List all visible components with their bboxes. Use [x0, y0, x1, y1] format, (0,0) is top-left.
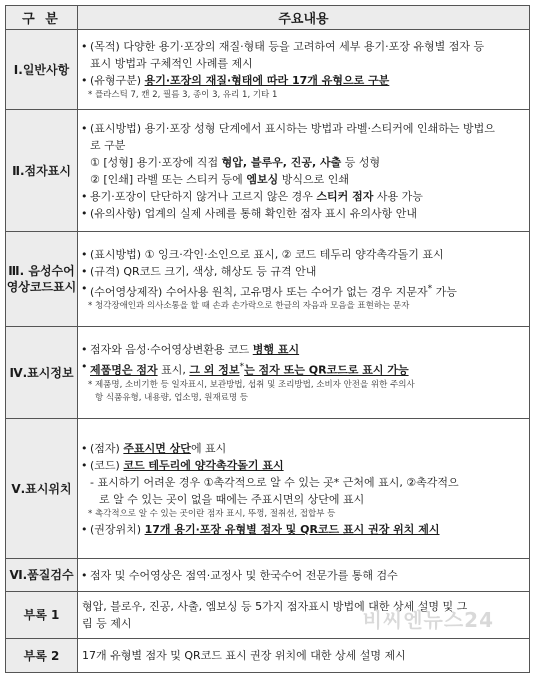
summary-table	[5, 5, 530, 673]
row-content	[78, 327, 530, 419]
summary-table-container	[5, 5, 529, 673]
footnote: * 제품명, 소비기한 등 일자표시, 보관방법, 섭취 및 조리방법, 소비자 안전을 위한 주의사	[88, 379, 415, 390]
appendix-text-continuation: 림 등 제시	[82, 617, 132, 630]
sub-item: ① [성형] 용기·포장에 직접 형압, 블루우, 진공, 사출 등 성형	[90, 156, 381, 169]
table-row	[6, 639, 530, 673]
row-content	[78, 232, 530, 327]
appendix-text: 형압, 블로우, 진공, 사출, 엠보싱 등 5가지 점자표시 방법에 대한 상세 설명 및 그	[82, 600, 468, 613]
sub-item-continuation: 로 알 수 있는 곳이 없을 때에는 주표시면의 상단에 표시	[99, 493, 365, 506]
bullet-item: • 용기·포장이 단단하지 않거나 고르지 않은 경우 스티커 점자 사용 가능	[81, 188, 526, 205]
row-content	[78, 559, 530, 592]
bullet-item: • (코드) 코드 테두리에 양각촉각돌기 표시	[81, 457, 526, 474]
row-content	[78, 110, 530, 232]
bullet-item: • 제품명은 점자 표시, 그 외 정보*는 점자 또는 QR코드로 표시 가능	[81, 358, 526, 379]
bullet-item: • (유형구분) 용기·포장의 재질·형태에 따라 17개 유형으로 구분	[81, 72, 526, 89]
footnote: * 촉각적으로 알 수 있는 곳이란 점자 표시, 뚜껑, 절취선, 접합부 등	[88, 509, 336, 519]
bullet-continuation: 로 구분	[90, 139, 126, 152]
table-row	[6, 559, 530, 592]
row-content	[78, 592, 530, 639]
sub-item: ② [인쇄] 라벨 또는 스티커 등에 엠보싱 방식으로 인쇄	[90, 173, 349, 186]
table-row	[6, 592, 530, 639]
bullet-item: • 점자 및 수어영상은 점역·교정사 및 한국수어 전문가를 통해 검수	[81, 567, 526, 584]
table-row	[6, 30, 530, 110]
appendix-text: 17개 유형별 점자 및 QR코드 표시 권장 위치에 대한 상세 설명 제시	[82, 649, 406, 662]
table-row	[6, 110, 530, 232]
row-category: 부록 1	[6, 592, 78, 639]
table-row	[6, 419, 530, 559]
row-category: Ⅴ.표시위치	[6, 419, 78, 559]
bullet-item: • (표시방법) ① 잉크·각인·소인으로 표시, ② 코드 테두리 양각촉각돌기 표시	[81, 246, 526, 263]
sub-item: - 표시하기 어려운 경우 ①촉각적으로 알 수 있는 곳* 근처에 표시, ②촉각적으	[90, 476, 459, 489]
table-header-row	[6, 6, 530, 30]
row-content	[78, 30, 530, 110]
watermark: 비씨엔뉴스24	[362, 608, 494, 632]
header-content: 주요내용	[78, 6, 530, 30]
bullet-item: • (목적) 다양한 용기·포장의 재질·형태 등을 고려하여 세부 용기·포장 유형별 점자 등	[81, 38, 526, 55]
footnote: * 청각장애인과 의사소통을 할 때 손과 손가락으로 한글의 자음과 모음을 표현하는 문자	[88, 301, 410, 312]
row-category: 부록 2	[6, 639, 78, 673]
row-category: Ⅳ.표시정보	[6, 327, 78, 419]
row-content	[78, 639, 530, 673]
bullet-item: • (수어영상제작) 수어사용 원칙, 고유명사 또는 수어가 없는 경우 지문자* 가능	[81, 280, 526, 301]
footnote: * 플라스틱 7, 캔 2, 필름 3, 종이 3, 유리 1, 기타 1	[88, 90, 278, 100]
row-category: Ⅵ.품질검수	[6, 559, 78, 592]
bullet-item: • (표시방법) 용기·포장 성형 단계에서 표시하는 방법과 라벨·스티커에 인쇄하는 방법으	[81, 120, 526, 137]
row-category: Ⅰ.일반사항	[6, 30, 78, 110]
footnote-continuation: 항 식품유형, 내용량, 업소명, 원재료명 등	[95, 392, 248, 403]
bullet-item: • (권장위치) 17개 용기·포장 유형별 점자 및 QR코드 표시 권장 위치 제시	[81, 521, 526, 538]
row-category: Ⅲ. 음성수어 영상코드표시	[6, 232, 78, 327]
bullet-item: • (점자) 주표시면 상단에 표시	[81, 440, 526, 457]
header-category: 구 분	[6, 6, 78, 30]
table-row	[6, 327, 530, 419]
bullet-item: • (규격) QR코드 크기, 색상, 해상도 등 규격 안내	[81, 263, 526, 280]
bullet-item: • (유의사항) 업계의 실제 사례를 통해 확인한 점자 표시 유의사항 안내	[81, 205, 526, 222]
bullet-continuation: 표시 방법과 구체적인 사례를 제시	[90, 57, 253, 70]
row-content	[78, 419, 530, 559]
row-category: Ⅱ.점자표시	[6, 110, 78, 232]
bullet-item: • 점자와 음성·수어영상변환용 코드 병행 표시	[81, 341, 526, 358]
table-row	[6, 232, 530, 327]
